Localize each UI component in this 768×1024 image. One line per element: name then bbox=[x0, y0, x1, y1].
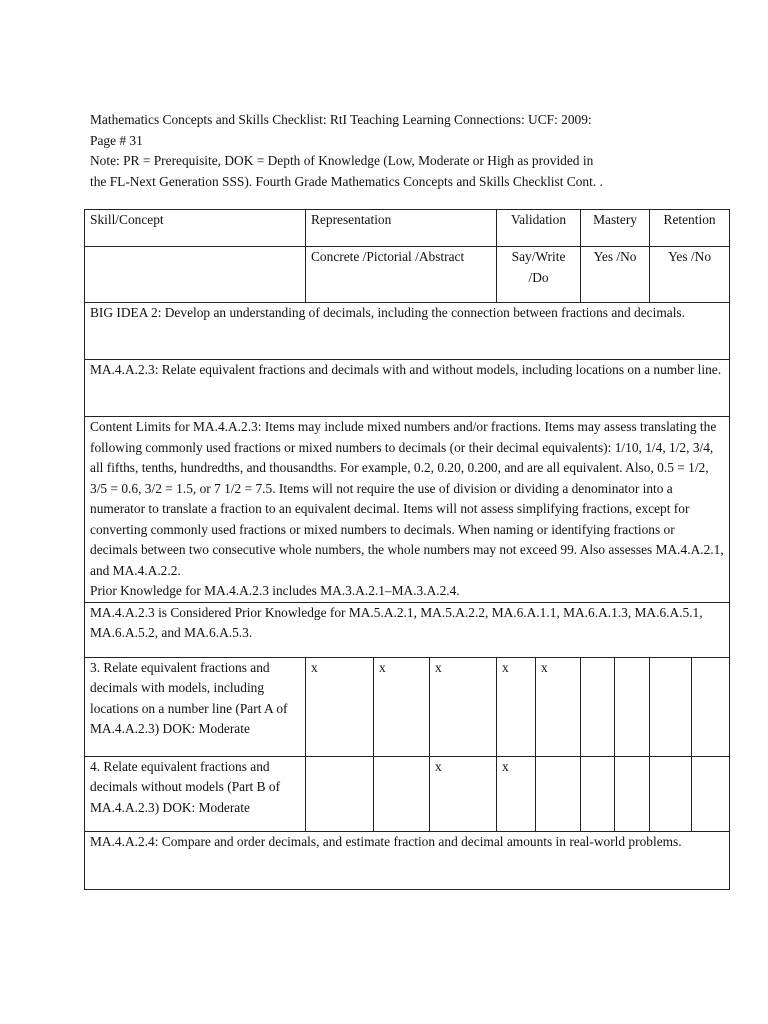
prior-knowledge-text: Prior Knowledge for MA.4.A.2.3 includes MA.3.A.2.1–MA.3.A.2.4. bbox=[90, 583, 460, 598]
mark-cell bbox=[615, 657, 650, 756]
mark-cell: x bbox=[374, 657, 430, 756]
skills-checklist-table bbox=[84, 209, 730, 890]
subheader-row bbox=[85, 247, 730, 303]
mark-cell bbox=[374, 756, 430, 831]
content-limits-text: Content Limits for MA.4.A.2.3: Items may include mixed numbers and/or fractions. Items may assess translating the following commonly used fractions or mixed numbers to decimals (or their decimal equivalents): 1/10, 1/4, 1/2, 3/4, all fifths, tenths, hundredths, and thousandths. For example, 0.2, 0.20, 0.200, and are all equivalent. Also, 0.5 = 1/2, 3/5 = 0.6, 3/2 = 1.5, or 7 1/2 = 7.5. Items will not require the use of division or dividing a denominator into a numerator to translate a fraction to an equivalent decimal. Items will not assess simplifying fractions, except for converting commonly used fractions or mixed numbers to decimals. When naming or identifying fractions or decimals between two consecutive whole numbers, the whole numbers may not exceed 99. Also assesses MA.4.A.2.1, and MA.4.A.2.2. bbox=[90, 419, 724, 578]
mark-cell bbox=[692, 756, 730, 831]
header-note-line: Note: PR = Prerequisite, DOK = Depth of Knowledge (Low, Moderate or High as provided in bbox=[90, 153, 594, 168]
header-title-line: Mathematics Concepts and Skills Checklist: RtI Teaching Learning Connections: UCF: 2009: bbox=[90, 112, 592, 127]
considered-prior-row bbox=[85, 602, 730, 657]
document-header bbox=[90, 110, 680, 192]
mark-cell: x bbox=[497, 657, 536, 756]
benchmark-text: MA.4.A.2.4: Compare and order decimals, and estimate fraction and decimal amounts in real-world problems. bbox=[85, 831, 730, 889]
subheader-skill-empty bbox=[85, 247, 306, 303]
mark-cell bbox=[650, 756, 692, 831]
header-note-continued: the FL-Next Generation SSS). Fourth Grade Mathematics Concepts and Skills Checklist Cont. . bbox=[90, 173, 603, 189]
mark-cell: x bbox=[497, 756, 536, 831]
benchmark-row bbox=[85, 360, 730, 417]
mark-cell bbox=[536, 756, 581, 831]
table-row bbox=[85, 657, 730, 756]
mark-cell bbox=[692, 657, 730, 756]
skill-description: 3. Relate equivalent fractions and decimals with models, including locations on a number line (Part A of MA.4.A.2.3) DOK: Moderate bbox=[85, 657, 306, 756]
mark-cell: x bbox=[306, 657, 374, 756]
big-idea-row bbox=[85, 303, 730, 360]
mark-cell bbox=[306, 756, 374, 831]
mark-cell bbox=[650, 657, 692, 756]
subheader-retention: Yes /No bbox=[650, 247, 730, 303]
content-limits-cell bbox=[85, 417, 730, 603]
header-page-number: Page # 31 bbox=[90, 132, 143, 148]
header-skill-concept: Skill/Concept bbox=[85, 210, 306, 247]
subheader-mastery: Yes /No bbox=[581, 247, 650, 303]
header-mastery: Mastery bbox=[581, 210, 650, 247]
header-representation: Representation bbox=[306, 210, 497, 247]
mark-cell: x bbox=[430, 756, 497, 831]
considered-prior-text: MA.4.A.2.3 is Considered Prior Knowledge for MA.5.A.2.1, MA.5.A.2.2, MA.6.A.1.1, MA.6.A.1.3, MA.6.A.5.1, MA.6.A.5.2, and MA.6.A.5.3. bbox=[85, 602, 730, 657]
mark-cell: x bbox=[430, 657, 497, 756]
table-row bbox=[85, 756, 730, 831]
header-validation: Validation bbox=[497, 210, 581, 247]
benchmark-row bbox=[85, 831, 730, 889]
big-idea-text: BIG IDEA 2: Develop an understanding of decimals, including the connection between fractions and decimals. bbox=[85, 303, 730, 360]
subheader-validation: Say/Write /Do bbox=[497, 247, 581, 303]
content-limits-row bbox=[85, 417, 730, 603]
mark-cell bbox=[581, 756, 615, 831]
column-header-row bbox=[85, 210, 730, 247]
subheader-representation: Concrete /Pictorial /Abstract bbox=[306, 247, 497, 303]
mark-cell bbox=[615, 756, 650, 831]
benchmark-text: MA.4.A.2.3: Relate equivalent fractions and decimals with and without models, including locations on a number line. bbox=[85, 360, 730, 417]
mark-cell: x bbox=[536, 657, 581, 756]
mark-cell bbox=[581, 657, 615, 756]
header-retention: Retention bbox=[650, 210, 730, 247]
skill-description: 4. Relate equivalent fractions and decimals without models (Part B of MA.4.A.2.3) DOK: Moderate bbox=[85, 756, 306, 831]
